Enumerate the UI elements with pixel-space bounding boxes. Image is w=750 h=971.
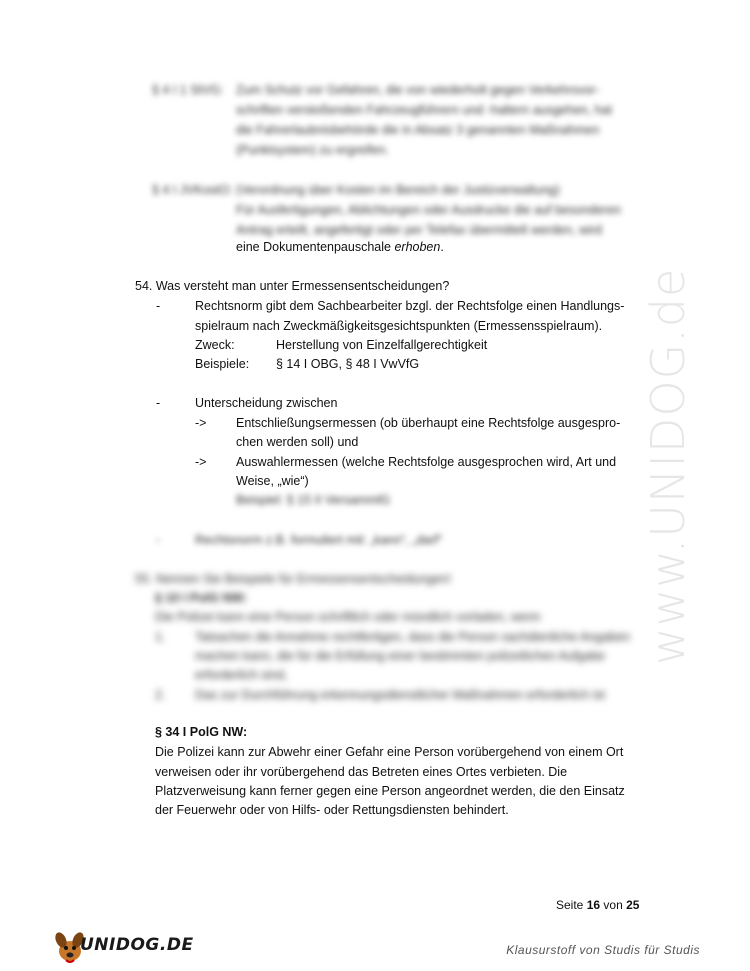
blurred-text: machen kann, die für die Erfüllung einer bestimmten polizeilichen Aufgabe: [195, 649, 605, 663]
arrow-marker: ->: [195, 455, 207, 469]
blurred-law-ref-2: § 4 I JVKostO:: [152, 183, 233, 197]
watermark: [622, 250, 712, 680]
blurred-text: Rechtsnorm z.B. formuliert mit: „kann“, „darf“: [195, 533, 443, 547]
blurred-text: schriften verstoßenden Fahrzeugführern und -haltern ausgehen, hat: [236, 103, 612, 117]
blurred-question: 55. Nennen Sie Beispiele für Ermessensentscheidungen!: [135, 572, 452, 586]
blurred-text: Für Ausfertigungen, Ablichtungen oder Ausdrucke die auf besonderen: [236, 203, 621, 217]
footer-tagline: Klausurstoff von Studis für Studis: [506, 943, 700, 957]
blurred-text: (Verordnung über Kosten im Bereich der Justizverwaltung): [236, 183, 560, 197]
blurred-dash: -: [156, 533, 161, 547]
page-number: 16: [586, 898, 601, 912]
page-of: von: [603, 898, 623, 912]
section-heading: § 34 I PolG NW:: [155, 725, 248, 739]
zweck-label: Zweck:: [195, 338, 235, 352]
paragraph-line: chen werden soll) und: [236, 435, 359, 449]
paragraph-line: der Feuerwehr oder von Hilfs- oder Rettungsdiensten behindert.: [155, 803, 509, 817]
blurred-law-ref-1: § 4 I 1 StVG:: [152, 83, 224, 97]
page-counter: [556, 898, 639, 912]
blurred-text: Das zur Durchführung erkennungsdienstlicher Maßnahmen erforderlich ist: [195, 688, 605, 702]
text-line: [236, 237, 444, 257]
beispiele-value: § 14 I OBG, § 48 I VwVfG: [276, 357, 420, 371]
text-fragment: eine Dokumentenpauschale: [236, 240, 391, 254]
blurred-text: die Fahrerlaubnisbehörde die in Absatz 3 genannten Maßnahmen: [236, 123, 600, 137]
question-heading: 54. Was versteht man unter Ermessensentscheidungen?: [135, 279, 450, 293]
blurred-text: Antrag erteilt, angefertigt oder per Telefax übermittelt werden, wird: [236, 223, 602, 237]
blurred-text: Die Polizei kann eine Person schriftlich oder mündlich vorladen, wenn: [155, 610, 541, 624]
blurred-number: 1.: [155, 630, 166, 644]
paragraph-line: Entschließungsermessen (ob überhaupt eine Rechtsfolge ausgespro-: [236, 416, 621, 430]
page-label: Seite: [556, 898, 584, 912]
beispiele-label: Beispiele:: [195, 357, 250, 371]
blurred-text: Zum Schutz vor Gefahren, die von wiederholt gegen Verkehrsvor-: [236, 83, 600, 97]
paragraph-line: Weise, „wie“): [236, 474, 309, 488]
text-fragment: .: [440, 240, 444, 254]
watermark-text: www.UNIDOG.de: [641, 267, 695, 665]
paragraph-line: Die Polizei kann zur Abwehr einer Gefahr eine Person vorübergehend von einem Ort: [155, 745, 624, 759]
text-fragment-italic: erhoben: [394, 240, 441, 254]
paragraph-line: Rechtsnorm gibt dem Sachbearbeiter bzgl. der Rechtsfolge einen Handlungs-: [195, 299, 625, 313]
paragraph-line: Unterscheidung zwischen: [195, 396, 338, 410]
blurred-text: Beispiel: § 15 II VersammlG: [236, 493, 391, 507]
zweck-value: Herstellung von Einzelfallgerechtigkeit: [276, 338, 488, 352]
page-total: 25: [626, 898, 640, 912]
bullet-dash: -: [156, 396, 161, 410]
paragraph-line: verweisen oder ihr vorübergehend das Betreten eines Ortes verbieten. Die: [155, 765, 568, 779]
blurred-text: erforderlich sind,: [195, 668, 288, 682]
arrow-marker: ->: [195, 416, 207, 430]
blurred-text: Tatsachen die Annahme rechtfertigen, dass die Person sachdienliche Angaben: [195, 630, 631, 644]
blurred-number: 2.: [155, 688, 166, 702]
paragraph-line: Platzverweisung kann ferner gegen eine Person angeordnet werden, die den Einsatz: [155, 784, 625, 798]
unidog-logo: [50, 925, 194, 965]
paragraph-line: Auswahlermessen (welche Rechtsfolge ausgesprochen wird, Art und: [236, 455, 617, 469]
blurred-heading: § 10 I PolG NW:: [155, 591, 248, 605]
paragraph-line: spielraum nach Zweckmäßigkeitsgesichtspunkten (Ermessensspielraum).: [195, 319, 603, 333]
bullet-dash: -: [156, 299, 161, 313]
blurred-text: (Punktsystem) zu ergreifen.: [236, 143, 389, 157]
logo-text: UNIDOG.DE: [80, 935, 194, 955]
